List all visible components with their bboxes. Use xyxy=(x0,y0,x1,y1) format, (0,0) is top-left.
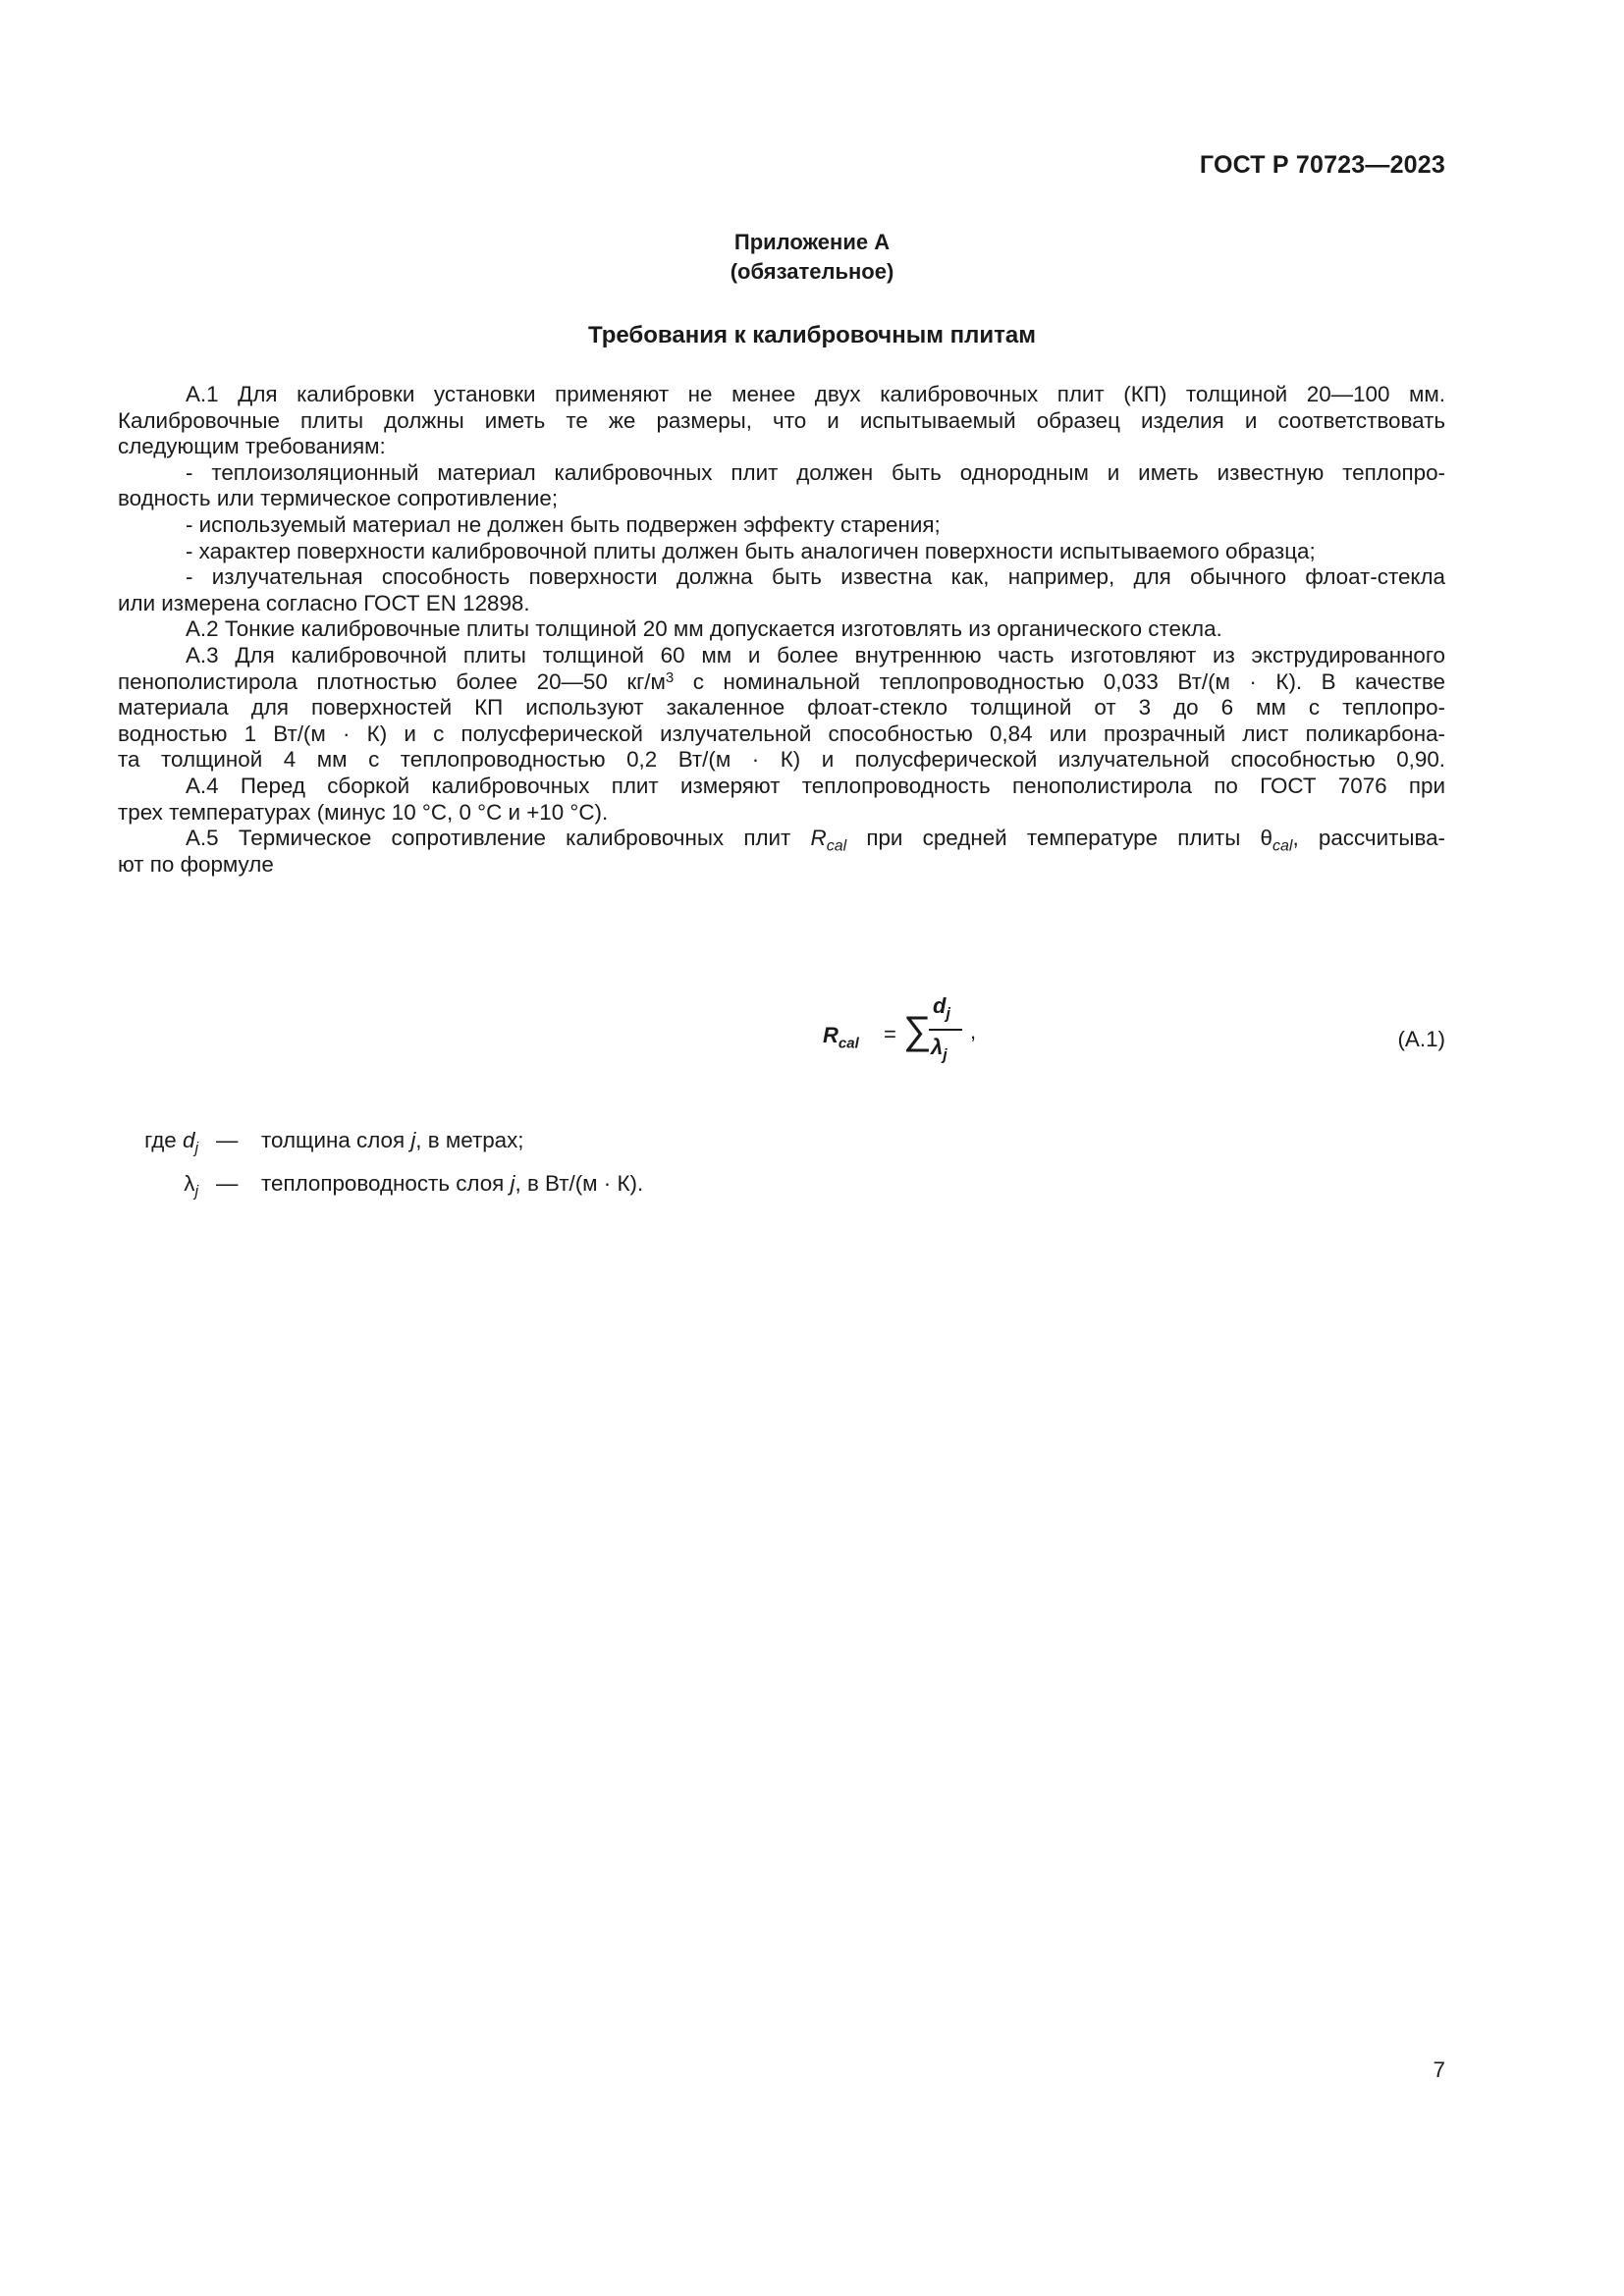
page-number: 7 xyxy=(1433,2057,1445,2082)
text-line: - излучательная способность поверхности должна быть известна как, например, для обычного флоат-стекла xyxy=(186,564,1445,590)
where-description xyxy=(261,1162,643,1205)
subscript: cal xyxy=(1272,837,1293,852)
symbol-r: R xyxy=(810,826,827,851)
text-fragment: пенополистирола плотностью более 20—50 кг/м xyxy=(118,668,666,694)
text-line: Калибровочные плиты должны иметь те же размеры, что и испытываемый образец изделия и соответствовать xyxy=(118,407,1445,433)
subscript: j xyxy=(194,1140,198,1157)
text-line: А.2 Тонкие калибровочные плиты толщиной 20 мм допускается изготовлять из органического стекла. xyxy=(186,616,1222,642)
text-line: трех температурах (минус 10 °С, 0 °С и +10 °С). xyxy=(118,799,609,825)
text-line: - используемый материал не должен быть подвержен эффекту старения; xyxy=(186,511,941,537)
formula-num-sub: j xyxy=(946,1005,950,1023)
annex-body xyxy=(118,382,1445,878)
formula-equals: = xyxy=(884,1022,896,1046)
annex-status: (обязательное) xyxy=(730,259,894,284)
text-fragment: теплопроводность слоя xyxy=(261,1171,511,1196)
formula-lambda: λ xyxy=(931,1035,944,1059)
text-line: - теплоизоляционный материал калибровочных плит должен быть однородным и иметь известную теплопро- xyxy=(186,459,1445,485)
where-dash: — xyxy=(216,1128,239,1152)
fraction-bar xyxy=(929,1029,962,1031)
text-line: А.3 Для калибровочной плиты толщиной 60 мм и более внутреннюю часть изготовляют из экструдированного xyxy=(186,642,1445,667)
text-line: А.1 Для калибровки установки применяют не менее двух калибровочных плит (КП) толщиной 20—100 мм. xyxy=(186,382,1445,406)
text-line xyxy=(118,669,1445,696)
annex-heading xyxy=(0,228,1624,287)
text-fragment: А.5 Термическое сопротивление калибровочных плит xyxy=(186,826,811,851)
where-intro: где xyxy=(144,1128,177,1152)
text-fragment: j xyxy=(410,1128,416,1152)
text-line: - характер поверхности калибровочной плиты должен быть аналогичен поверхности испытываемого образца; xyxy=(186,538,1316,563)
formula-den-sub: j xyxy=(943,1046,947,1064)
subscript: cal xyxy=(826,837,847,852)
text-line: водностью 1 Вт/(м · К) и с полусферической излучательной способностью 0,84 или прозрачный лист поликарбона- xyxy=(118,721,1445,746)
where-dash: — xyxy=(216,1171,239,1196)
formula-d: d xyxy=(933,993,947,1018)
formula-lhs xyxy=(823,1023,859,1051)
text-line: водность или термическое сопротивление; xyxy=(118,486,559,511)
formula-comma: , xyxy=(970,1019,977,1043)
text-line: ют по формуле xyxy=(118,851,274,877)
formula-lhs-sub: cal xyxy=(838,1035,859,1052)
formula-r: R xyxy=(823,1023,839,1047)
where-symbol xyxy=(118,1162,198,1213)
symbol-lambda: λ xyxy=(184,1171,195,1196)
text-line: следующим требованиям: xyxy=(118,434,386,459)
text-fragment: с номинальной теплопроводностью 0,033 Вт/(м · К). В качестве xyxy=(674,668,1445,694)
symbol-d: d xyxy=(182,1128,195,1152)
text-fragment: j xyxy=(510,1171,515,1196)
text-fragment: , в Вт/(м · К). xyxy=(514,1171,644,1196)
formula-denominator xyxy=(931,1035,947,1064)
text-fragment: , в метрах; xyxy=(415,1128,524,1152)
text-fragment: , рассчитыва- xyxy=(1292,826,1445,851)
sum-symbol: ∑ xyxy=(903,1009,932,1052)
subscript: j xyxy=(194,1183,198,1201)
text-fragment: толщина слоя xyxy=(261,1128,411,1152)
text-line xyxy=(118,826,1445,852)
text-line: А.4 Перед сборкой калибровочных плит измеряют теплопроводность пенополистирола по ГОСТ 7076 при xyxy=(186,773,1445,798)
formula-number: (А.1) xyxy=(1397,1027,1445,1051)
superscript: 3 xyxy=(665,668,675,686)
text-line: та толщиной 4 мм с теплопроводностью 0,2 Вт/(м · К) и полусферической излучательной способностью 0,90. xyxy=(118,747,1445,773)
where-description xyxy=(261,1119,524,1162)
annex-title: Требования к калибровочным плитам xyxy=(587,322,1036,348)
annex-label: Приложение А xyxy=(733,230,891,254)
text-line: материала для поверхностей КП используют закаленное флоат-стекло толщиной от 3 до 6 мм с теплопро- xyxy=(118,695,1445,721)
document-id: ГОСТ Р 70723—2023 xyxy=(1199,151,1445,179)
formula-numerator xyxy=(933,993,950,1023)
text-fragment: при средней температуре плиты θ xyxy=(846,826,1272,851)
text-line: или измерена согласно ГОСТ EN 12898. xyxy=(118,590,530,615)
formula-a1 xyxy=(118,989,1445,1088)
